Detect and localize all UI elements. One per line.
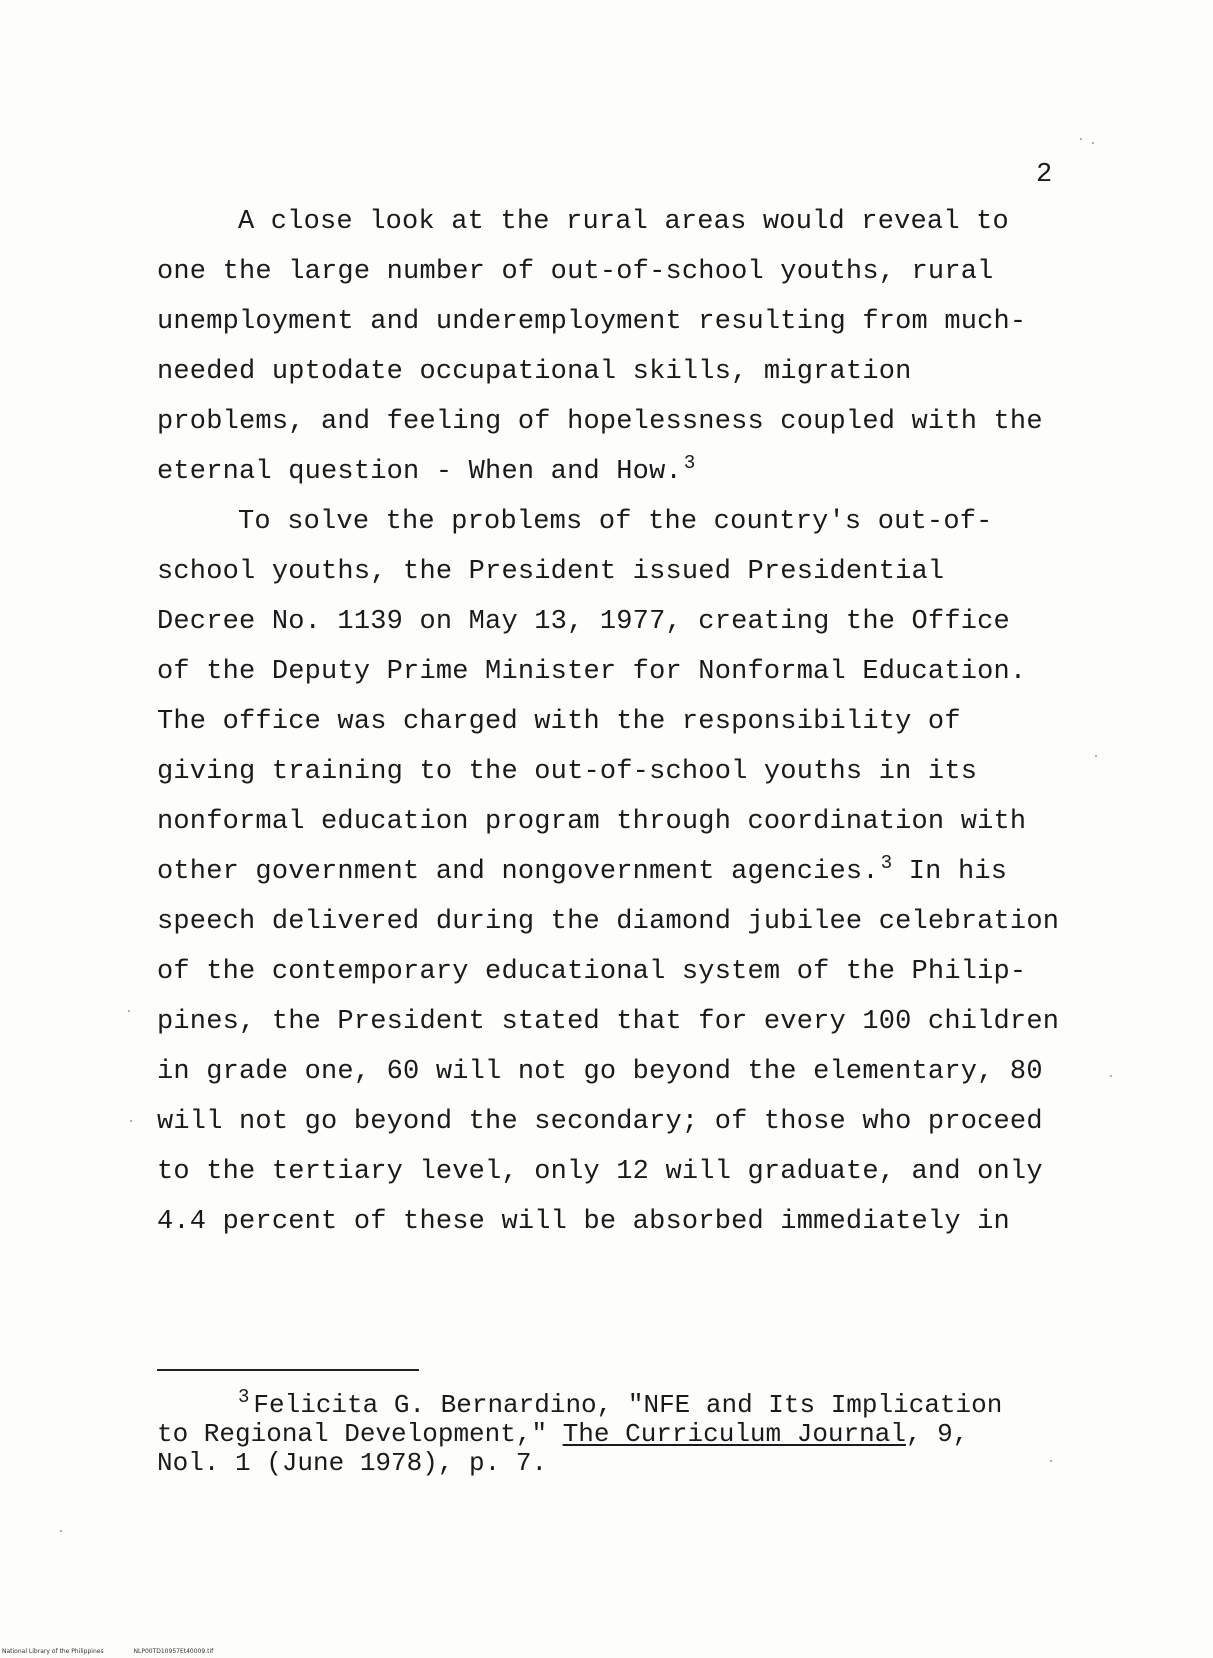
text-line: problems, and feeling of hopelessness coupled with the: [157, 407, 1043, 437]
footnote-separator: [157, 1369, 419, 1371]
footnote-text: to Regional Development,": [157, 1419, 548, 1449]
text-line: The office was charged with the responsibility of: [157, 707, 961, 737]
text-line: of the Deputy Prime Minister for Nonformal Education.: [157, 657, 1027, 687]
text-line-content: In his: [908, 857, 1008, 887]
scan-speck: [1110, 1075, 1112, 1077]
text-line: Decree No. 1139 on May 13, 1977, creating the Office: [157, 607, 1010, 637]
text-line: nonformal education program through coordination with: [157, 807, 1027, 837]
text-line: [157, 452, 696, 487]
scan-speck: [60, 1530, 62, 1532]
scan-speck: [1080, 138, 1082, 140]
text-line: giving training to the out-of-school youths in its: [157, 757, 978, 787]
footnote-text: , 9,: [905, 1419, 969, 1449]
footnote-text: Felicita G. Bernardino, "NFE and Its Implication: [253, 1390, 1003, 1420]
text-line: school youths, the President issued Presidential: [157, 557, 945, 587]
footnote-mark: 3: [238, 1386, 250, 1408]
text-line: To solve the problems of the country's out-of-: [238, 507, 993, 537]
text-line: will not go beyond the secondary; of those who proceed: [157, 1107, 1043, 1137]
text-line-content: eternal question - When and How.: [157, 457, 682, 487]
journal-title: The Curriculum Journal: [562, 1419, 906, 1449]
text-line: A close look at the rural areas would reveal to: [238, 207, 1009, 237]
text-line: pines, the President stated that for every 100 children: [157, 1007, 1060, 1037]
footnote-reference: 3: [683, 452, 696, 474]
scan-library-label: National Library of the Philippines: [2, 1648, 104, 1655]
text-line: in grade one, 60 will not go beyond the elementary, 80: [157, 1057, 1043, 1087]
scan-footer: [2, 1648, 241, 1655]
page-number: 2: [1036, 160, 1053, 190]
footnote-line: [238, 1386, 1003, 1420]
scan-speck: [1095, 755, 1097, 757]
text-line: speech delivered during the diamond jubilee celebration: [157, 907, 1060, 937]
scan-speck: [128, 1010, 130, 1012]
text-line: 4.4 percent of these will be absorbed immediately in: [157, 1207, 1010, 1237]
text-line-content: other government and nongovernment agencies.: [157, 857, 879, 887]
scan-speck: [1092, 142, 1094, 144]
scan-speck: [130, 1120, 132, 1122]
text-line: one the large number of out-of-school youths, rural: [157, 257, 994, 287]
text-line: [157, 852, 1008, 887]
footnote-line: Nol. 1 (June 1978), p. 7.: [157, 1448, 548, 1478]
text-line: to the tertiary level, only 12 will graduate, and only: [157, 1157, 1043, 1187]
text-line: needed uptodate occupational skills, migration: [157, 357, 912, 387]
text-line: of the contemporary educational system of the Philip-: [157, 957, 1027, 987]
scan-speck: [1050, 1460, 1052, 1462]
scan-file-id: NLP00TD10957Et40009.tif: [133, 1648, 214, 1655]
footnote-line: [157, 1419, 968, 1449]
footnote-reference: 3: [880, 852, 893, 874]
text-line: unemployment and underemployment resulting from much-: [157, 307, 1027, 337]
